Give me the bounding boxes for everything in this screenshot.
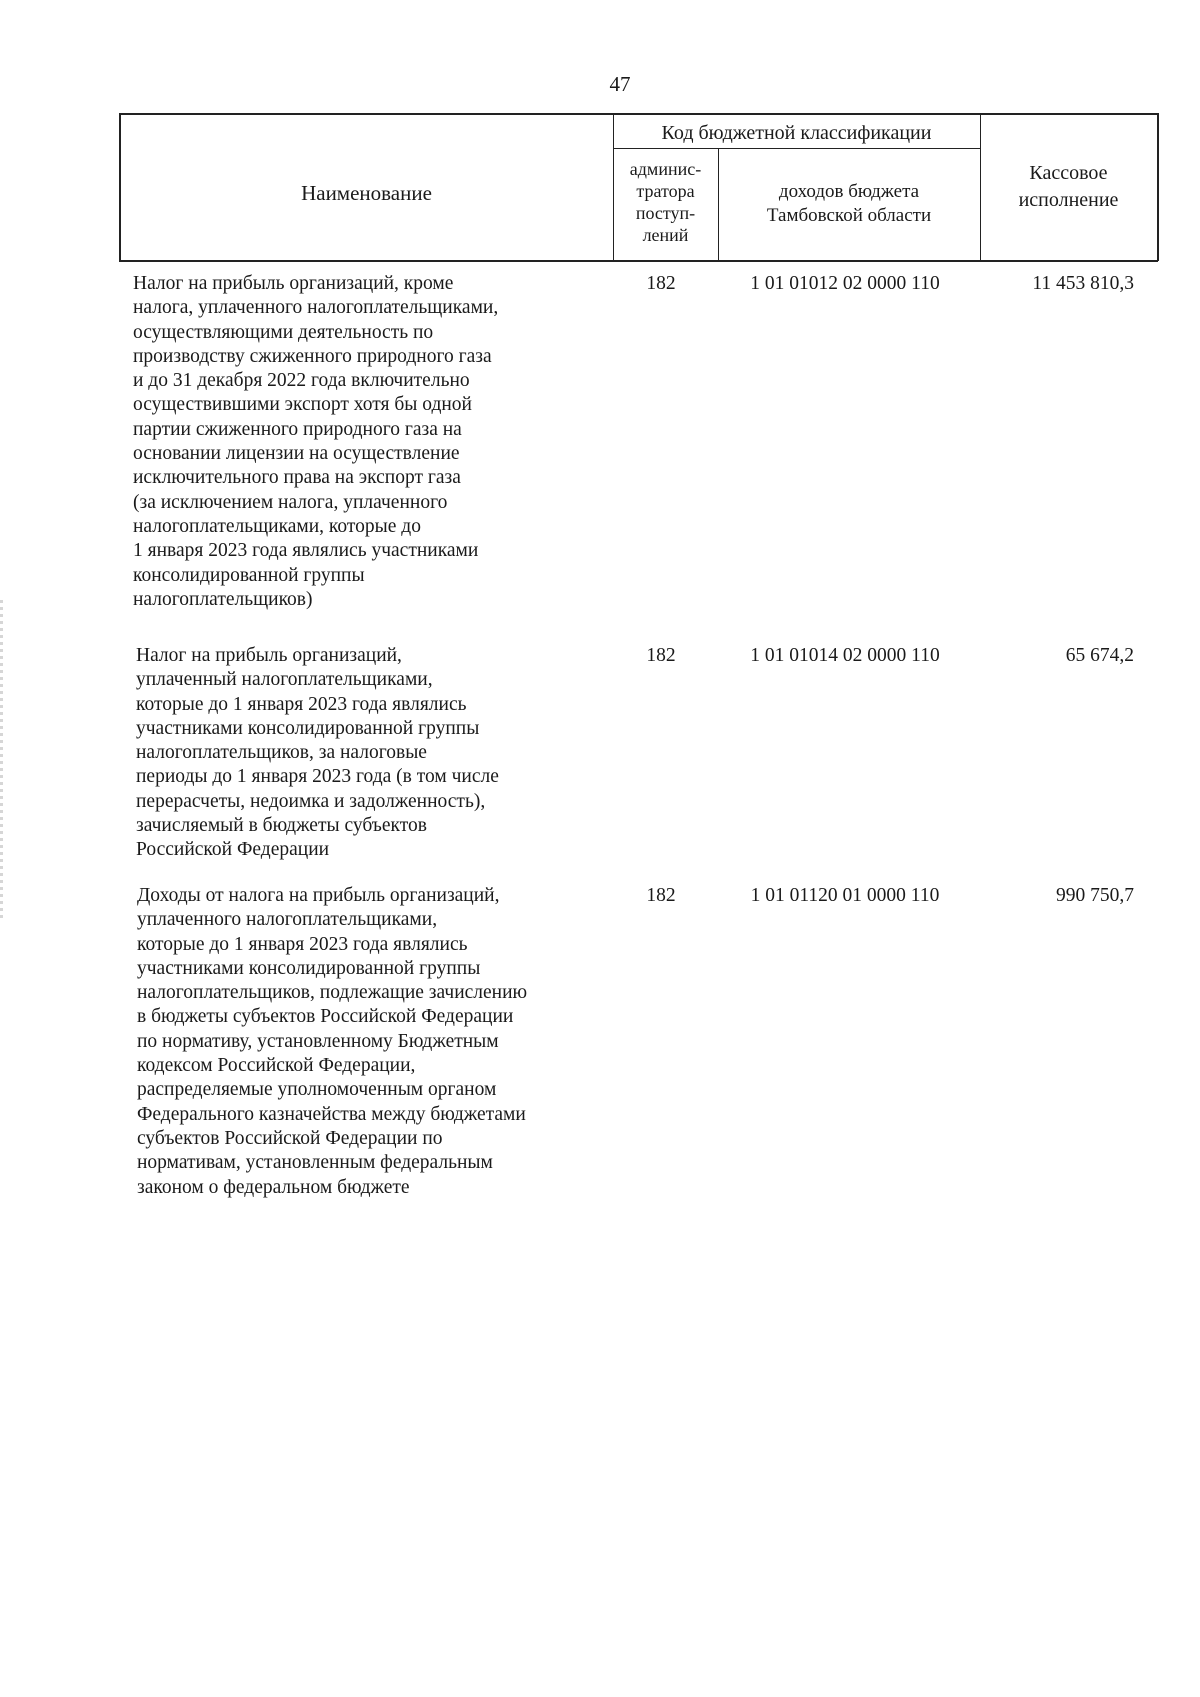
row-income-code: 1 01 01012 02 0000 110 [750, 273, 940, 294]
page-number: 47 [609, 72, 631, 96]
row-income-code: 1 01 01120 01 0000 110 [750, 885, 940, 906]
header-admin: админис- тратора поступ- лений [629, 159, 702, 245]
header-income: доходов бюджета Тамбовской области [766, 181, 932, 226]
row-name: Доходы от налога на прибыль организаций, уплаченного налогоплательщиками, которые до 1 января 2023 года являлись участниками консолидированной группы налогоплательщиков, подлежащие зачислению в бюджеты субъектов Российской Федерации по нормативу, установленному Бюджетным кодексом Российской Федерации, распределяемые уполномоченным органом Федерального казначейства между бюджетами субъектов Российской Федерации по нормативам, установленным федеральным законом о федеральном бюджете [137, 885, 528, 1198]
header-bottom-border [119, 260, 1158, 262]
header-right-border [1157, 113, 1159, 261]
row-name: Налог на прибыль организаций, уплаченный налогоплательщиками, которые до 1 января 2023 года являлись участниками консолидированной группы налогоплательщиков, за налоговые периоды до 1 января 2023 года (в том числе перерасчеты, недоимка и задолженность), зачисляемый в бюджеты субъектов Российской Федерации [136, 645, 499, 861]
header-group-divider [613, 148, 981, 149]
row-admin-code: 182 [646, 645, 676, 666]
row-amount: 990 750,7 [1056, 885, 1134, 906]
header-name: Наименование [301, 181, 432, 205]
header-top-border [119, 113, 1158, 115]
header-amount: Кассовое исполнение [1018, 162, 1119, 211]
header-group-title: Код бюджетной классификации [661, 122, 932, 144]
row-name: Налог на прибыль организаций, кроме налога, уплаченного налогоплательщиками, осуществляющими деятельность по производству сжиженного природного газа и до 31 декабря 2022 года включительно осуществившими экспорт хотя бы одной партии сжиженного природного газа на основании лицензии на осуществление исключительного права на экспорт газа (за исключением налога, уплаченного налогоплательщиками, которые до 1 января 2023 года являлись участниками консолидированной группы налогоплательщиков) [133, 273, 499, 610]
row-admin-code: 182 [646, 273, 676, 294]
row-admin-code: 182 [646, 885, 676, 906]
scan-edge-artifact [0, 600, 3, 920]
row-amount: 65 674,2 [1065, 645, 1134, 666]
row-amount: 11 453 810,3 [1032, 273, 1134, 294]
row-income-code: 1 01 01014 02 0000 110 [750, 645, 940, 666]
